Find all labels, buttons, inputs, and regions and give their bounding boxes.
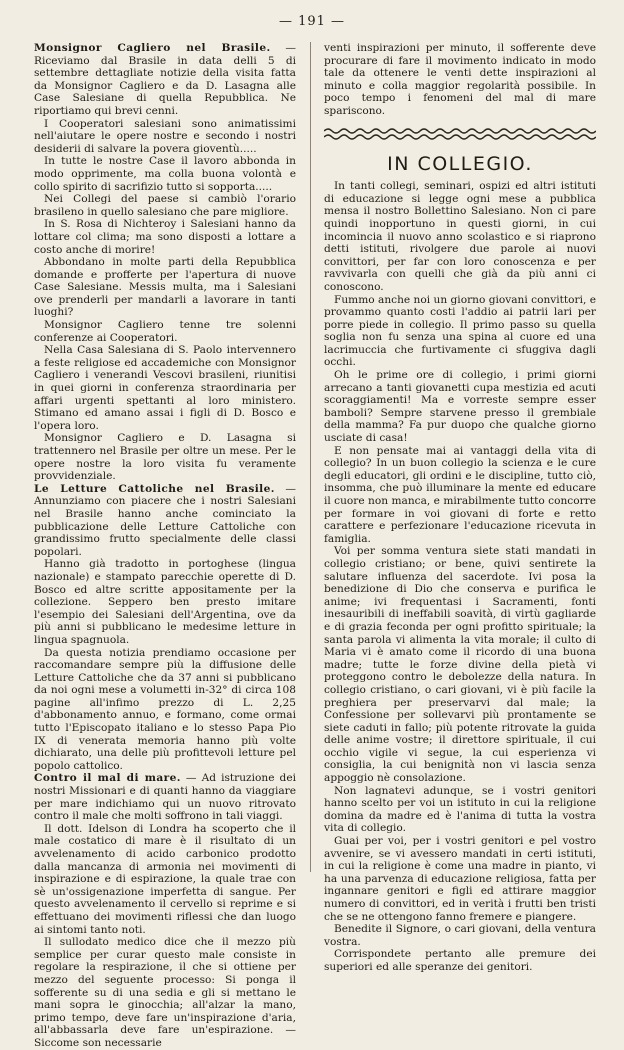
article-paragraph bbox=[34, 432, 296, 482]
paragraph-text: In tanti collegi, seminari, ospizi ed altri istituti di educazione si legge ogni mese a pubblica mensa il nostro Bollettino Salesiano. Non ci pare quindi inopportuno in questi giorni, in cui incomincia il nuovo anno scolastico e si riaprono detti istituti, rivolgere due parole ai nuovi convittori, per far con loro conoscenza e per ravvivarla con quelli che già da più anni ci conoscono. bbox=[324, 180, 596, 293]
article-paragraph bbox=[324, 545, 596, 784]
right-column bbox=[324, 42, 596, 974]
paragraph-text: Monsignor Cagliero tenne tre solenni conferenze ai Cooperatori. bbox=[34, 319, 296, 344]
paragraph-text: Nella Casa Salesiana di S. Paolo intervennero a feste religiose ed accademiche con Monsignor Cagliero i venerandi Vescovi brasileni, riunitisi in quei giorni in conferenza straordinaria per affari urgenti spettanti al loro ministero. Stimano ed amano assai i figli di D. Bosco e l'opera loro. bbox=[34, 344, 296, 432]
paragraph-text: — Annunziamo con piacere che i nostri Salesiani nel Brasile hanno anche cominciato la pubblicazione delle Letture Cattoliche con grandissimo frutto specialmente delle classi popolari. bbox=[34, 482, 296, 558]
paragraph-text: Il dott. Idelson di Londra ha scoperto che il male costatico di mare è il risultato di un avvelenamento di acido carbonico prodotto dalla mancanza di armonia nei movimenti di inspirazione e di espirazione, la quale trae con sè un'ossigenazione imperfetta di sangue. Per questo avvelenamento il cervello si reprime e si effettuano dei movimenti riflessi che dan luogo ai sintomi tanto noti. bbox=[34, 822, 296, 936]
article-paragraph bbox=[324, 835, 596, 923]
article-paragraph bbox=[324, 785, 596, 835]
paragraph-text: Il sullodato medico dice che il mezzo più semplice per curar questo male consiste in regolare la respirazione, il che si ottiene per mezzo del seguente processo: Si ponga il sofferente su di una sedia e gli si mettano le mani sopra le ginocchia; all'alzar la mano, primo tempo, deve fare un'inspirazione d'aria, all'abbassarla deve fare un'espirazione. — Siccome son necessarie bbox=[34, 936, 296, 1049]
right-column-body bbox=[324, 180, 596, 973]
article-paragraph bbox=[34, 344, 296, 432]
article-paragraph bbox=[324, 180, 596, 293]
article-paragraph bbox=[34, 319, 296, 344]
paragraph-text: Nei Collegi del paese si cambiò l'orario brasileno in quello salesiano che pare migliore. bbox=[34, 193, 296, 218]
article-paragraph bbox=[34, 647, 296, 773]
article-paragraph-with-title bbox=[34, 483, 296, 559]
continuation-paragraph: venti inspirazioni per minuto, il sofferente deve procurare di fare il movimento indicato in modo tale da ottenere le venti dette inspirazioni al minuto e colla maggior regolarità possibile. In poco tempo i fenomeni del mal di mare spariscono. bbox=[324, 42, 596, 117]
article-paragraph bbox=[34, 193, 296, 218]
paragraph-text: I Cooperatori salesiani sono animatissimi nell'aiutare le opere nostre e secondo i nostri desiderii di salvare la povera gioventù..... bbox=[34, 117, 296, 155]
paragraph-text: Hanno già tradotto in portoghese (lingua nazionale) e stampato parecchie operette di D. Bosco ed altre scritte appositamente per la collezione. Seppero ben presto imitare l'esempio dei Salesiani dell'Argentina, ove da più anni si pubblicano le medesime letture in lingua spagnuola. bbox=[34, 558, 296, 646]
paragraph-text: E non pensate mai ai vantaggi della vita di collegio? In un buon collegio la scienza e le cure degli educatori, gli ordini e le discipline, tutto ciò, insomma, che può illuminare la mente ed educare il cuore non manca, e mirabilmente tutto concorre per formare in voi giovani di forte e retto carattere e perfezionare l'educazione ricevuta in famiglia. bbox=[324, 444, 596, 545]
article-paragraph bbox=[34, 823, 296, 936]
article-paragraph bbox=[324, 948, 596, 973]
article-paragraph bbox=[324, 923, 596, 948]
paragraph-text: Non lagnatevi adunque, se i vostri genitori hanno scelto per voi un istituto in cui la religione domina da madre ed è l'anima di tutta la vostra vita di collegio. bbox=[324, 784, 596, 835]
article-paragraph bbox=[324, 294, 596, 370]
article-paragraph-with-title bbox=[34, 42, 296, 118]
page-number: — 191 — bbox=[278, 14, 346, 29]
paragraph-text: In tutte le nostre Case il lavoro abbonda in modo opprimente, ma colla buona volontà e collo spirito di sacrifizio tutto si sopporta..... bbox=[34, 155, 296, 193]
article-title: Contro il mal di mare. bbox=[34, 772, 181, 785]
paragraph-text: Fummo anche noi un giorno giovani convittori, e provammo quanto costi l'addio ai patrii lari per porre piede in collegio. Il primo passo su quella soglia non fu senza una spina al cuore ed una lacrimuccia che furtivamente ci sfuggiva dagli occhi. bbox=[324, 293, 596, 369]
paragraph-text: Abbondano in molte parti della Repubblica domande e profferte per l'apertura di nuove Case Salesiane. Messis multa, ma i Salesiani ove prenderli per mandarli a lavorare in tanti luoghi? bbox=[34, 256, 296, 319]
paragraph-text: Oh le prime ore di collegio, i primi giorni arrecano a tanti giovanetti cupa mestizia ed acuti scoraggiamenti! Ma e vorreste sempre esser bamboli? Sempre starvene presso il grembiale della mamma? Fa pur duopo che qualche giorno usciate di casa! bbox=[324, 369, 596, 445]
paragraph-text: Monsignor Cagliero e D. Lasagna si trattennero nel Brasile per oltre un mese. Per le opere nostre la loro visita fu veramente provvidenziale. bbox=[34, 432, 296, 483]
article-paragraph bbox=[34, 218, 296, 256]
paragraph-text: Corrispondete pertanto alle premure dei superiori ed alle speranze dei genitori. bbox=[324, 948, 596, 973]
ornamental-rule bbox=[324, 126, 596, 142]
article-paragraph bbox=[34, 936, 296, 1049]
paragraph-text: Guai per voi, per i vostri genitori e pel vostro avvenire, se vi avessero mandati in certi istituti, in cui la religione è come una madre in pianto, vi ha una parvenza di educazione religiosa, fatta per ingannare genitori e figli ed attirare maggior numero di convittori, ed in verità i frutti ben tristi che se ne ottengono fanno fremere e piangere. bbox=[324, 835, 596, 923]
article-paragraph bbox=[34, 118, 296, 156]
article-paragraph bbox=[34, 558, 296, 646]
article-paragraph-with-title bbox=[34, 772, 296, 822]
paragraph-text: Da questa notizia prendiamo occasione per raccomandare sempre più la diffusione delle Letture Cattoliche che da 37 anni si pubblicano da noi ogni mese a volumetti in-32° di circa 108 pagine all'infimo prezzo di L. 2,25 d'abbonamento annuo, e formano, come ormai tutto l'Episcopato italiano e lo stesso Papa Pio IX di venerata memoria hanno più volte dichiarato, una delle più profittevoli letture pel popolo cattolico. bbox=[34, 646, 296, 772]
paragraph-text: — Riceviamo dal Brasile in data delli 5 di settembre dettagliate notizie della visita fatta da Monsignor Cagliero e da D. Lasagna alle Case Salesiane di quella Repubblica. Ne riportiamo qui brevi cenni. bbox=[34, 42, 296, 117]
section-title: IN COLLEGIO. bbox=[387, 152, 533, 175]
paragraph-text: Voi per somma ventura siete stati mandati in collegio cristiano; or bene, quivi sentirete la salutare influenza del sacerdote. Ivi posa la benedizione di Dio che conserva e purifica le anime; ivi frequentasi i Sacramenti, fonti inesauribili di ineffabili soavità, di virtù gagliarde e di grazia feconda per ogni profitto spirituale; la santa parola vi alimenta la vita morale; il culto di Maria vi è amato come il ricordo di una buona madre; tutte le forze divine della pietà vi proteggono contro le debolezze della natura. In collegio cristiano, o cari giovani, vi è più facile la preghiera per preservarvi dal male; la Confessione per sollevarvi più prontamente se siete caduti in fallo; più potente ritrovate la guida delle anime vostre; il direttore spirituale, il cui occhio vigile vi segue, la cui esperienza vi consiglia, la cui benignità non vi lascia senza appoggio nè consolazione. bbox=[324, 545, 596, 785]
article-title: Monsignor Cagliero nel Brasile. bbox=[34, 42, 271, 54]
article-paragraph bbox=[324, 445, 596, 546]
paragraph-text: In S. Rosa di Nichteroy i Salesiani hanno da lottare col clima; ma sono disposti a lottare a costo anche di morire! bbox=[34, 218, 296, 256]
article-paragraph bbox=[34, 155, 296, 193]
article-paragraph bbox=[324, 369, 596, 445]
article-title: Le Letture Cattoliche nel Brasile. bbox=[34, 482, 275, 495]
column-divider bbox=[310, 42, 311, 872]
left-column bbox=[34, 42, 296, 1050]
paragraph-text: Benedite il Signore, o cari giovani, della ventura vostra. bbox=[324, 923, 596, 948]
paragraph-text: — Ad istruzione dei nostri Missionari e di quanti hanno da viaggiare per mare indichiamo qui un nuovo ritrovato contro il male che molti soffrono in tali viaggi. bbox=[34, 772, 296, 823]
article-paragraph bbox=[34, 256, 296, 319]
